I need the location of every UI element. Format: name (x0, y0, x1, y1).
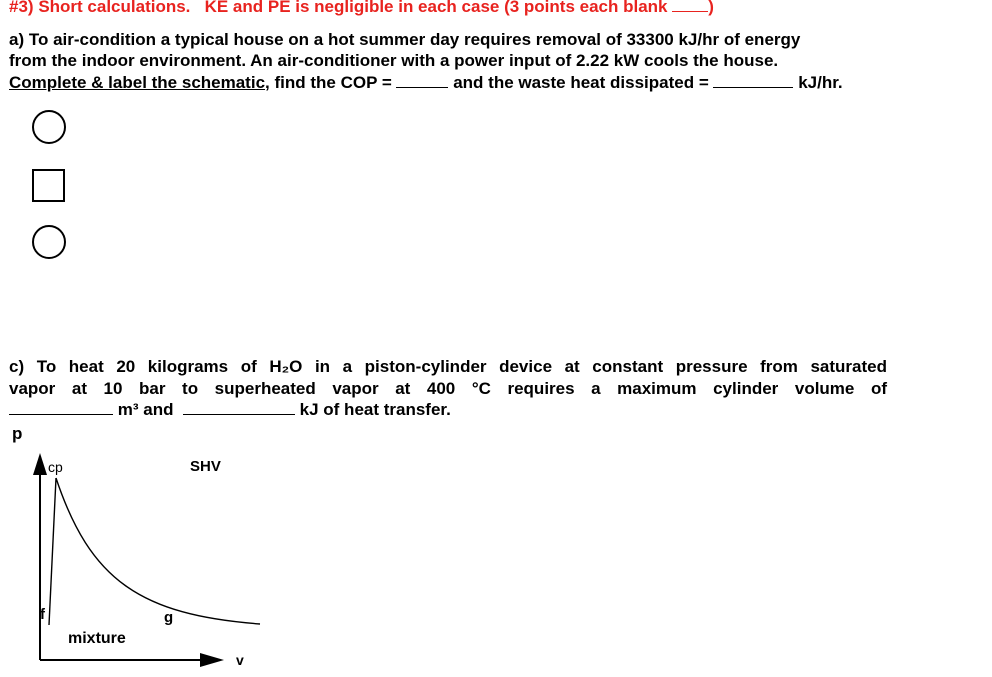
saturated-liquid-curve (49, 478, 56, 625)
waste-heat-unit: kJ/hr. (798, 73, 843, 92)
part-c-line-2: vapor at 10 bar to superheated vapor at 400 °C requires a maximum cylinder volume of (9, 379, 887, 398)
volume-unit: m³ and (117, 400, 174, 419)
part-c-line-1: c) To heat 20 kilograms of H₂O in a piston-cylinder device at constant pressure from saturated (9, 357, 887, 376)
problem-title: Short calculations. (38, 0, 191, 16)
saturated-vapor-curve (56, 478, 260, 624)
problem-note: KE and PE is negligible in each case (3 points each blank (204, 0, 668, 16)
v-axis-arrowhead (200, 653, 224, 667)
p-axis-label: p (12, 424, 23, 443)
heat-unit: kJ of heat transfer. (299, 400, 451, 419)
part-a-line-2: from the indoor environment. An air-conditioner with a power input of 2.22 kW cools the house. (9, 51, 779, 70)
g-label: g (164, 609, 174, 626)
header-close: ) (708, 0, 714, 16)
critical-point-label: cp (48, 459, 63, 475)
mixture-label: mixture (68, 630, 126, 647)
schematic-instruction: Complete & label the schematic (9, 73, 266, 92)
shv-label: SHV (190, 458, 221, 475)
cop-label: , find the COP = (265, 73, 397, 92)
p-axis-arrowhead (33, 453, 47, 475)
f-label: f (40, 606, 45, 623)
v-axis-label: v (236, 652, 244, 668)
part-a-line-1: a) To air-condition a typical house on a hot summer day requires removal of 33300 kJ/hr of energy (9, 30, 801, 49)
problem-number: #3) (9, 0, 34, 16)
waste-heat-label: and the waste heat dissipated = (448, 73, 714, 92)
